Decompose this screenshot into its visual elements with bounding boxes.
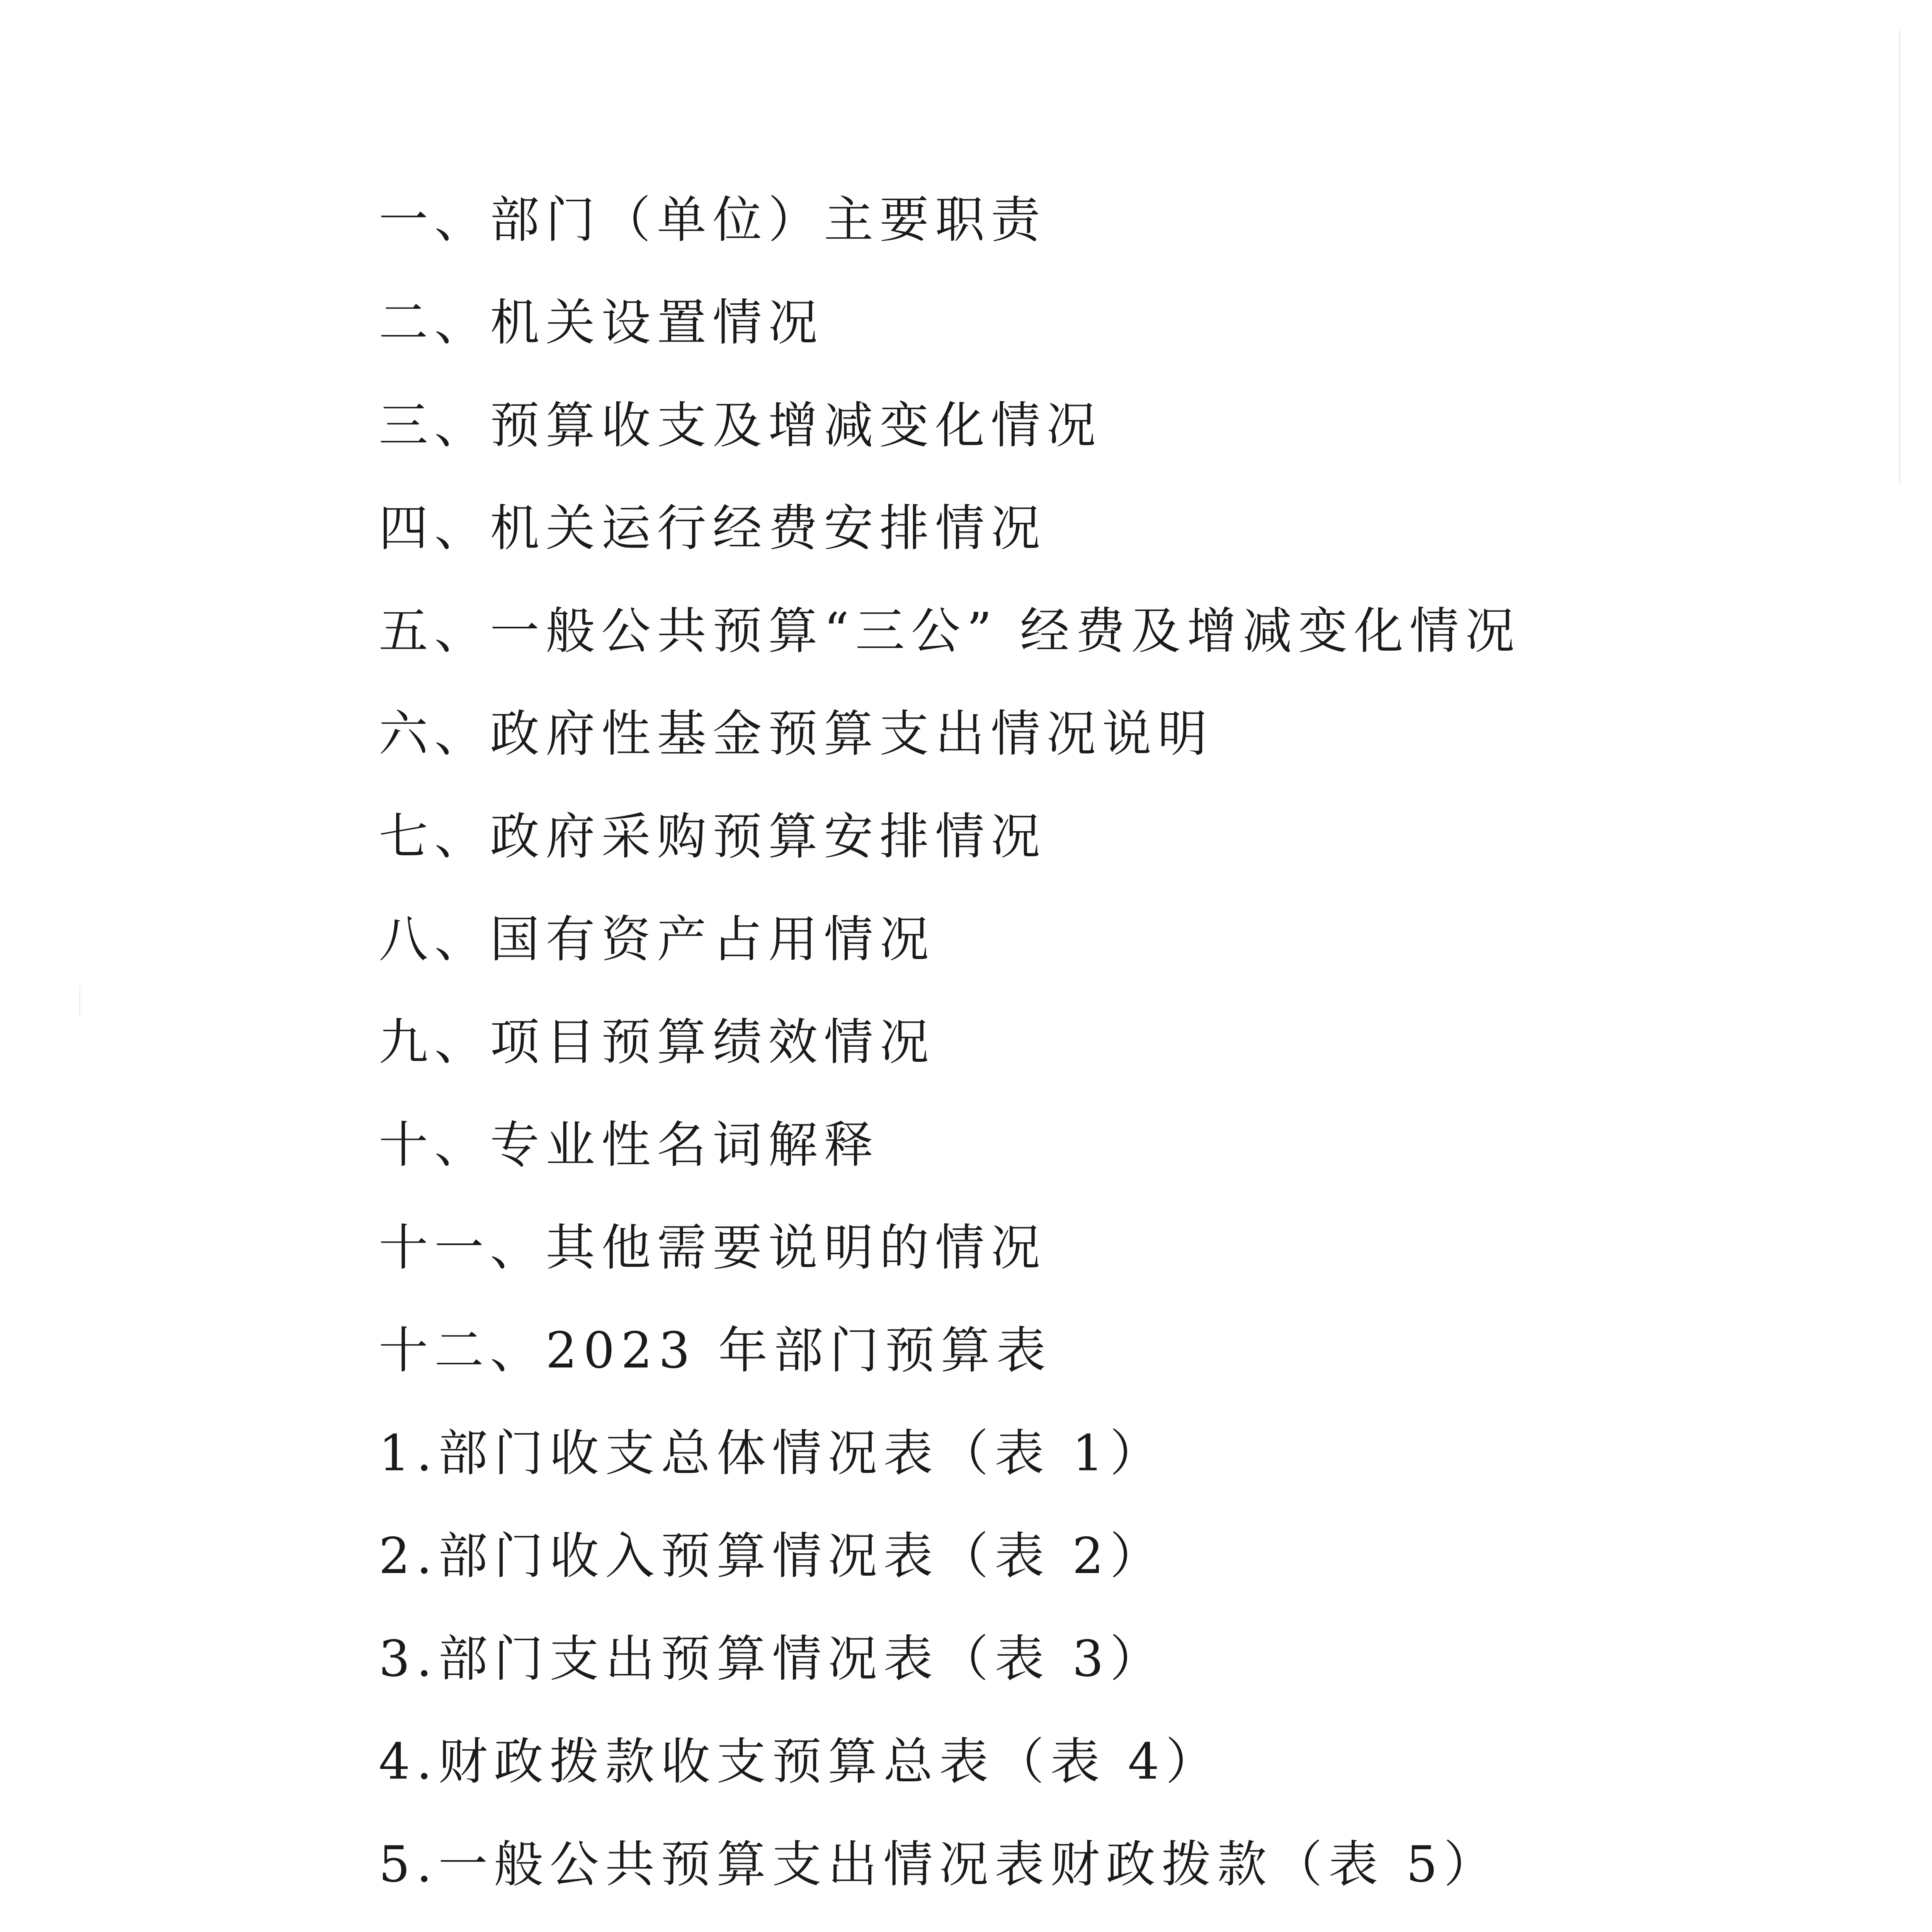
- toc-subitem-table-2: 2.部门收入预算情况表（表 2）: [379, 1527, 1166, 1585]
- toc-subitem-table-3: 3.部门支出预算情况表（表 3）: [379, 1630, 1166, 1688]
- scan-edge-line: [1899, 31, 1900, 483]
- toc-subitem-table-6: [379, 1929, 1611, 1932]
- toc-item-1: 一、部门（单位）主要职责: [379, 191, 1047, 249]
- table-of-contents: [379, 182, 1611, 1932]
- toc-subitem-table-5: 5.一般公共预算支出情况表财政拨款（表 5）: [379, 1836, 1500, 1893]
- scan-edge-mark: [79, 985, 80, 1016]
- toc-item-7: 七、政府采购预算安排情况: [379, 808, 1047, 866]
- toc-item-10: 十、专业性名词解释: [379, 1116, 880, 1174]
- toc-item-4: 四、机关运行经费安排情况: [379, 500, 1047, 557]
- toc-item-9: 九、项目预算绩效情况: [379, 1014, 935, 1071]
- toc-subitem-table-4: 4.财政拨款收支预算总表（表 4）: [379, 1733, 1221, 1791]
- toc-item-2: 二、机关设置情况: [379, 294, 824, 352]
- toc-item-8: 八、国有资产占用情况: [379, 911, 935, 968]
- toc-item-11: 十一、其他需要说明的情况: [379, 1219, 1047, 1277]
- toc-item-3: 三、预算收支及增减变化情况: [379, 397, 1102, 454]
- toc-item-6: 六、政府性基金预算支出情况说明: [379, 705, 1214, 763]
- toc-item-12: 十二、2023 年部门预算表: [379, 1322, 1052, 1379]
- toc-subitem-table-1: 1.部门收支总体情况表（表 1）: [379, 1425, 1166, 1482]
- toc-item-5: 五、一般公共预算“三公” 经费及增减变化情况: [379, 602, 1521, 660]
